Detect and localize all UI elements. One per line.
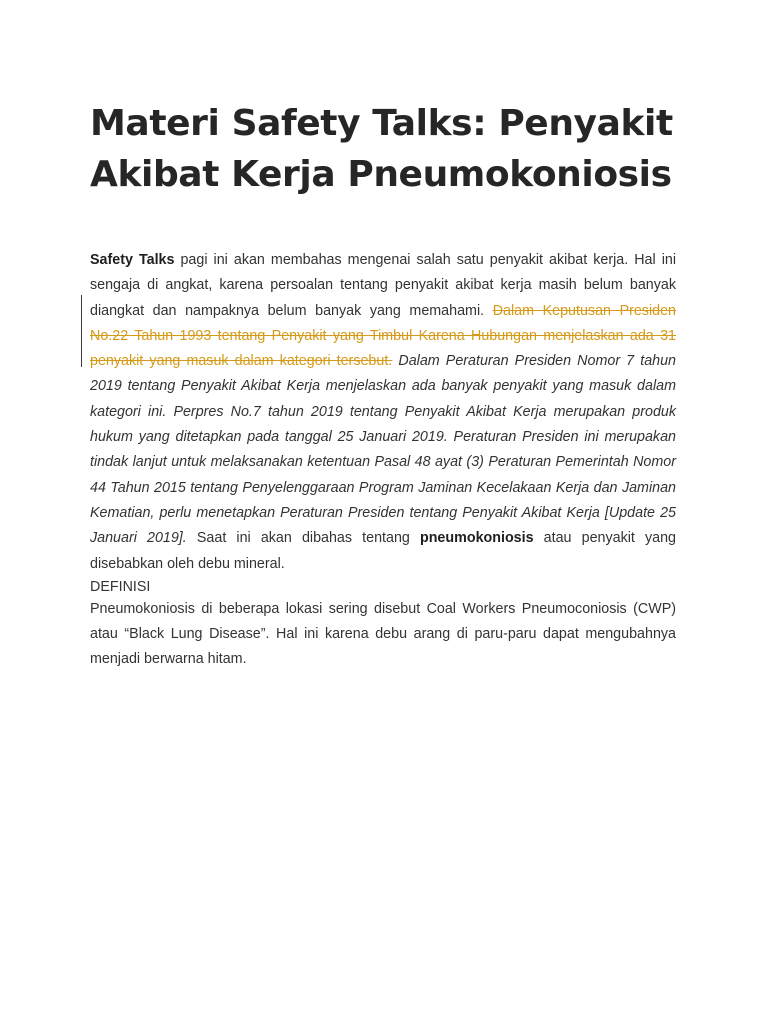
intro-text-3: atau penyakit yang disebabkan oleh debu mineral. [90,530,676,572]
intro-paragraph [90,248,676,577]
article-title: Materi Safety Talks: Penyakit Akibat Kerja Pneumokoniosis [90,103,673,195]
intro-struck-text: Dalam Keputusan Presiden No.22 Tahun 1993 tentang Penyakit yang Timbul Karena Hubungan menjelaskan ada 31 penyakit yang masuk dalam kategori tersebut. [90,302,676,370]
article-body [90,248,676,673]
intro-italic-text: Dalam Peraturan Presiden Nomor 7 tahun 2019 tentang Penyakit Akibat Kerja menjelaskan ada banyak penyakit yang masuk dalam kategori ini. Perpres No.7 tahun 2019 tentang Penyakit Akibat Kerja merupakan produk hukum yang ditetapkan pada tanggal 25 Januari 2019. Peraturan Presiden ini merupakan tindak lanjut untuk melaksanakan ketentuan Pasal 48 ayat (3) Peraturan Pemerintah Nomor 44 Tahun 2015 tentang Penyelenggaraan Program Jaminan Kecelakaan Kerja dan Jaminan Kematian, perlu menetapkan Peraturan Presiden tentang Penyakit Akibat Kerja [Update 25 Januari 2019]. [90,353,676,547]
intro-text-2: Saat ini akan dibahas tentang [186,530,420,547]
definition-paragraph: Pneumokoniosis di beberapa lokasi sering disebut Coal Workers Pneumoconiosis (CWP) atau “Black Lung Disease”. Hal ini karena debu arang di paru-paru dapat mengubahnya menjadi berwarna hitam. [90,600,676,668]
intro-bold-term: pneumokoniosis [419,530,534,547]
intro-bold-lead: Safety Talks [90,252,175,268]
intro-text-1: pagi ini akan membahas mengenai salah satu penyakit akibat kerja. Hal ini sengaja di angkat, karena persoalan tentang penyakit akibat kerja masih belum banyak diangkat dan nampaknya belum banyak yang memahami. [90,252,676,319]
revision-change-bar [81,295,82,367]
definition-heading: DEFINISI [90,578,151,595]
